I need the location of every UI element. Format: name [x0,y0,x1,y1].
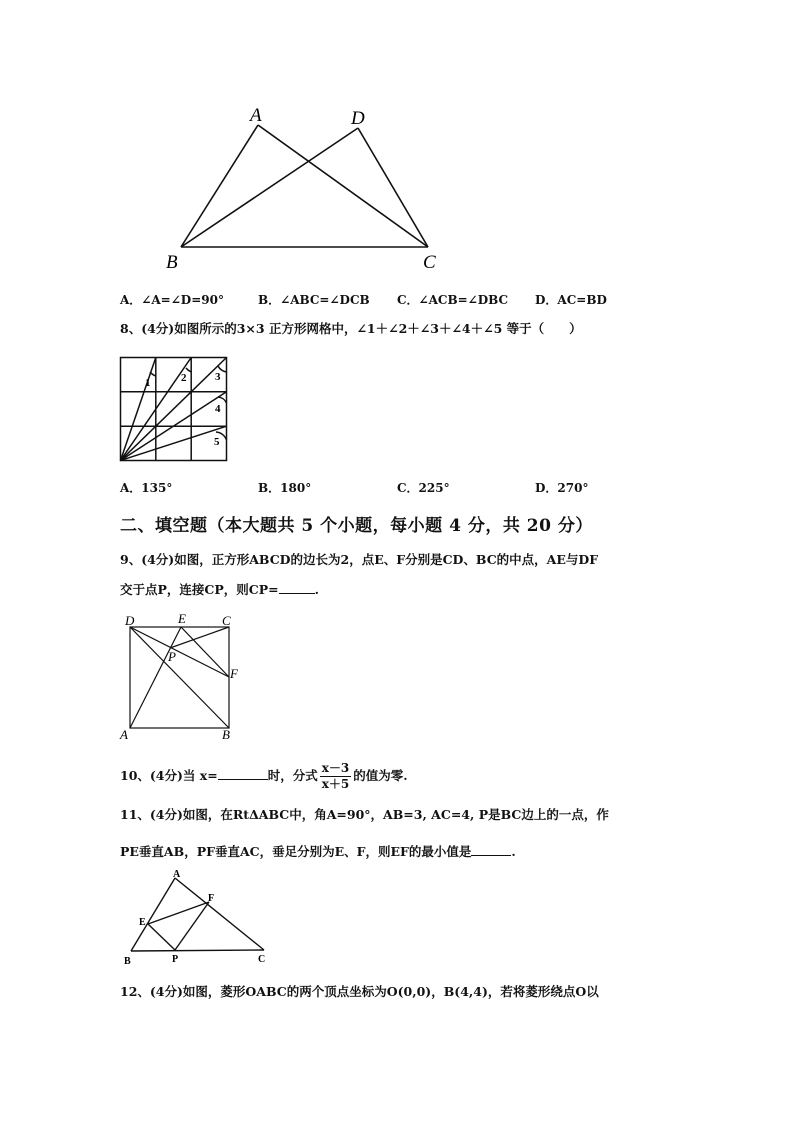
segment-DB [181,128,358,247]
point-F: F [208,893,215,904]
angle-label-3: 3 [215,371,221,383]
vertex-E: E [178,611,186,626]
q10-text-c: 的值为零. [353,768,408,783]
vertex-B: B [222,727,230,742]
q9-line2-text: 交于点P，连接CP，则CP= [120,582,279,597]
vertex-D: D [125,613,135,628]
q8-stem: 8、(4分)如图所示的3×3 正方形网格中，∠1＋∠2＋∠3＋∠4＋∠5 等于（ ） [120,321,582,336]
vertex-B: B [166,252,178,273]
angle-label-4: 4 [215,403,221,415]
q9-answer-blank[interactable] [279,581,315,594]
q10-text-b: 时，分式 [267,768,318,783]
q9-line2 [120,581,319,599]
q10-numerator: x－3 [321,761,350,775]
q9-square-figure [118,610,246,742]
q7-option-c: C．∠ACB=∠DBC [397,293,509,307]
angle-label-1: 1 [145,377,151,389]
q11-line1: 11、(4分)如图，在RtΔABC中，角A=90°，AB=3, AC=4, P是BC边上的一点，作 [120,807,609,822]
vertex-A: A [120,727,128,742]
q11-line2 [120,843,516,861]
segment-AB [181,125,258,247]
angle-label-5: 5 [214,436,220,448]
point-F: F [230,666,238,681]
segment-DF [130,627,229,677]
q10-line [120,756,408,796]
vertex-A: A [173,869,181,880]
segment-DC [358,128,428,247]
q8-grid-figure [118,355,230,463]
q7-option-b: B．∠ABC=∠DCB [258,293,370,307]
q7-figure [160,100,460,275]
q8-option-d: D．270° [535,481,589,495]
q10-denominator: x＋5 [321,777,350,791]
q11-triangle-figure [120,864,276,968]
segment-AE [130,627,181,728]
q10-text-a: 10、(4分)当 x= [120,768,218,783]
segment-PF [175,902,209,950]
section-title-fill-in: 二、填空题（本大题共 5 个小题，每小题 4 分，共 20 分） [120,516,593,536]
segment-EF [181,627,229,677]
q9-line1: 9、(4分)如图，正方形ABCD的边长为2，点E、F分别是CD、BC的中点，AE与DF [120,552,599,567]
angle-label-2: 2 [181,372,187,384]
point-P: P [172,954,179,965]
vertex-C: C [423,252,436,273]
point-P: P [168,649,176,664]
segment-AC [175,878,264,950]
q8-option-b: B．180° [258,481,312,495]
q8-option-a: A．135° [120,481,173,495]
q7-option-a: A．∠A=∠D=90° [120,293,224,307]
segment-BC [131,950,264,951]
q10-fraction [320,761,352,792]
vertex-A: A [250,105,262,126]
q7-option-d: D．AC=BD [535,293,607,307]
q11-line2-end: . [511,844,516,859]
q11-answer-blank[interactable] [471,843,511,856]
segment-EF [148,902,209,924]
q9-line2-end: . [314,582,319,597]
segment-AC [258,125,428,247]
q11-line2-text: PE垂直AB，PF垂直AC，垂足分别为E、F，则EF的最小值是 [120,844,472,859]
q12-line1: 12、(4分)如图，菱形OABC的两个顶点坐标为O(0,0)，B(4,4)，若将菱形绕点O以 [120,984,599,999]
point-E: E [139,917,146,928]
q10-answer-blank[interactable] [218,767,268,780]
vertex-D: D [351,108,365,129]
q8-option-c: C．225° [397,481,450,495]
segment-PE [148,924,175,950]
vertex-B: B [124,956,131,967]
segment-DB [130,627,229,728]
segment-AB [131,878,175,951]
vertex-C: C [258,954,266,965]
vertex-C: C [222,613,231,628]
